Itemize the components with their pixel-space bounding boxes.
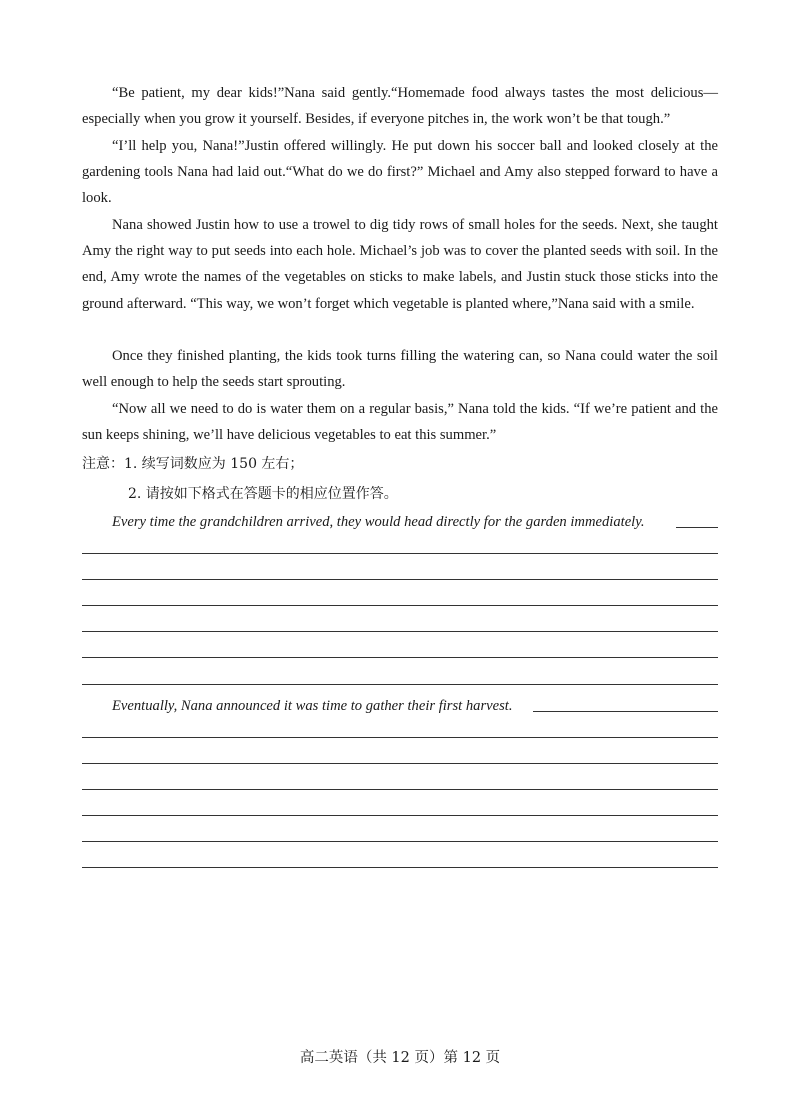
answer-line xyxy=(82,631,718,632)
answer-line xyxy=(82,605,718,606)
answer-line xyxy=(82,815,718,816)
prompt-1-blank xyxy=(676,527,718,528)
answer-line xyxy=(82,789,718,790)
answer-line xyxy=(82,657,718,658)
answer-line xyxy=(82,553,718,554)
answer-line xyxy=(82,763,718,764)
note-word-count: 注意：1. 续写词数应为 150 左右； xyxy=(82,456,304,472)
continuation-prompt-1: Every time the grandchildren arrived, they would head directly for the garden immediately. xyxy=(112,514,645,530)
answer-line xyxy=(82,579,718,580)
story-paragraph-3: Nana showed Justin how to use a trowel to dig tidy rows of small holes for the seeds. Next, she taught Amy the right way to put seeds into each hole. Michael’s job was to cover the planted seeds with soil. In the end, Amy wrote the names of the vegetables on sticks to make labels, and Justin stuck those sticks into the ground afterward. “This way, we won’t forget which vegetable is planted where,”Nana said with a smile. xyxy=(82,217,718,312)
answer-line xyxy=(82,841,718,842)
answer-line xyxy=(82,737,718,738)
answer-line xyxy=(82,684,718,685)
story-paragraph-1: “Be patient, my dear kids!”Nana said gently.“Homemade food always tastes the most delicious—especially when you grow it yourself. Besides, if everyone pitches in, the work won’t be that tough.” xyxy=(82,85,718,128)
page-footer: 高二英语（共 12 页）第 12 页 xyxy=(299,1050,501,1066)
answer-line xyxy=(82,867,718,868)
story-paragraph-5: “Now all we need to do is water them on a regular basis,” Nana told the kids. “If we’re patient and the sun keeps shining, we’ll have delicious vegetables to eat this summer.” xyxy=(82,401,718,444)
prompt-2-blank xyxy=(533,711,718,712)
story-paragraph-4: Once they finished planting, the kids took turns filling the watering can, so Nana could water the soil well enough to help the seeds start sprouting. xyxy=(82,348,718,391)
continuation-prompt-2: Eventually, Nana announced it was time to gather their first harvest. xyxy=(112,698,513,714)
note-answer-format: 2. 请按如下格式在答题卡的相应位置作答。 xyxy=(128,486,398,502)
story-paragraph-2: “I’ll help you, Nana!”Justin offered willingly. He put down his soccer ball and looked closely at the gardening tools Nana had laid out.“What do we do first?” Michael and Amy also stepped forward to have a look. xyxy=(82,138,718,207)
